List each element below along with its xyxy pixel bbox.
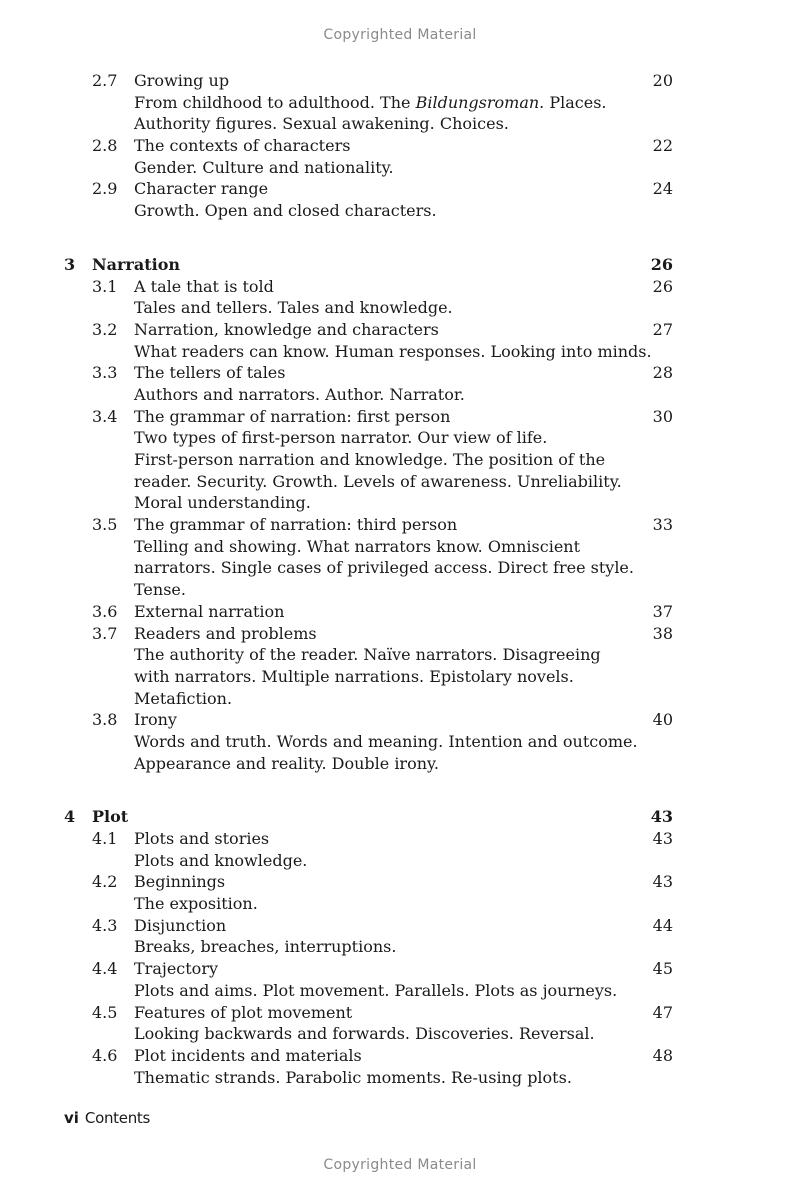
section-title: Character range (134, 179, 269, 199)
section-number: 4.4 (92, 959, 118, 979)
section-description-line: Thematic strands. Parabolic moments. Re-using plots. (134, 1067, 572, 1087)
section-description-line: with narrators. Multiple narrations. Epistolary novels. (134, 666, 574, 686)
section-title: The grammar of narration: third person (134, 515, 458, 535)
section-page-number: 30 (652, 406, 673, 426)
section-page-number: 33 (652, 515, 673, 535)
chapter-title: Narration (92, 254, 180, 274)
toc-entry (0, 276, 800, 298)
section-description-line: Moral understanding. (134, 493, 311, 513)
table-of-contents (0, 70, 800, 1088)
section-page-number: 28 (652, 363, 673, 383)
section-number: 3.5 (92, 515, 118, 535)
toc-entry (0, 709, 800, 731)
toc-entry (0, 70, 800, 92)
toc-entry (0, 178, 800, 200)
section-description-line: Plots and knowledge. (134, 850, 308, 870)
chapter-page-number: 43 (650, 807, 673, 827)
section-title: Readers and problems (134, 623, 317, 643)
section-number: 4.3 (92, 915, 118, 935)
section-title: Narration, knowledge and characters (134, 319, 439, 339)
section-page-number: 45 (652, 959, 673, 979)
section-number: 2.8 (92, 136, 118, 156)
section-description-line: Tense. (134, 580, 186, 600)
toc-entry (0, 958, 800, 980)
section-description-line: reader. Security. Growth. Levels of awareness. Unreliability. (134, 471, 622, 491)
section-number: 3.1 (92, 276, 118, 296)
section-page-number: 47 (652, 1002, 673, 1022)
section-title: A tale that is told (134, 276, 274, 296)
section-page-number: 40 (652, 710, 673, 730)
section-description-line: Metafiction. (134, 688, 233, 708)
section-description-line: Telling and showing. What narrators know. Omniscient (134, 536, 581, 556)
section-number: 2.9 (92, 179, 118, 199)
copyright-watermark-top: Copyrighted Material (323, 27, 477, 43)
section-description-line: Breaks, breaches, interruptions. (134, 937, 397, 957)
section-number: 4.2 (92, 872, 118, 892)
chapter-number: 4 (64, 807, 76, 827)
toc-entry (0, 1002, 800, 1024)
toc-entry (0, 915, 800, 937)
section-number: 3.3 (92, 363, 118, 383)
page-footer (64, 1109, 150, 1127)
section-title: External narration (134, 601, 285, 621)
section-description-line: Authority figures. Sexual awakening. Choices. (134, 114, 509, 134)
section-description-line: Plots and aims. Plot movement. Parallels. Plots as journeys. (134, 980, 618, 1000)
section-number: 3.6 (92, 601, 118, 621)
toc-entry (0, 828, 800, 850)
section-page-number: 38 (652, 623, 673, 643)
toc-entry (0, 1045, 800, 1067)
section-title: Trajectory (134, 959, 218, 979)
toc-chapter (0, 254, 800, 775)
section-title: Plots and stories (134, 829, 270, 848)
section-title: Features of plot movement (134, 1002, 353, 1022)
section-description-line: Authors and narrators. Author. Narrator. (134, 384, 465, 404)
section-description-line: narrators. Single cases of privileged access. Direct free style. (134, 558, 634, 578)
section-page-number: 22 (652, 136, 673, 156)
section-page-number: 27 (652, 319, 673, 339)
section-title: Plot incidents and materials (134, 1045, 362, 1065)
section-page-number: 43 (652, 872, 673, 892)
section-description-line: First-person narration and knowledge. The position of the (134, 450, 606, 469)
section-page-number: 44 (652, 915, 673, 935)
section-page-number: 24 (652, 179, 673, 199)
italic-term: Bildungsroman (415, 92, 540, 112)
section-description-line: Looking backwards and forwards. Discoveries. Reversal. (134, 1024, 595, 1044)
section-title: Irony (134, 710, 177, 730)
section-description-line: Tales and tellers. Tales and knowledge. (134, 298, 453, 318)
section-page-number: 20 (652, 71, 673, 90)
chapter-heading (0, 806, 800, 828)
toc-chapter (0, 806, 800, 1088)
section-number: 3.8 (92, 710, 118, 730)
section-number: 4.1 (92, 829, 118, 848)
chapter-heading (0, 254, 800, 276)
section-title: Beginnings (134, 872, 226, 892)
toc-entry (0, 362, 800, 384)
toc-entry (0, 514, 800, 536)
section-page-number: 26 (652, 276, 673, 296)
toc-chapter (0, 70, 800, 222)
section-description-line: What readers can know. Human responses. Looking into minds. (134, 341, 652, 361)
footer-running-title: Contents (84, 1109, 150, 1127)
section-number: 4.5 (92, 1002, 118, 1022)
section-title: Disjunction (134, 915, 227, 935)
toc-entry (0, 406, 800, 428)
footer-page-number: vi (64, 1109, 79, 1127)
section-description-line: The exposition. (134, 894, 258, 914)
section-page-number: 37 (652, 601, 673, 621)
section-description-line: Words and truth. Words and meaning. Intention and outcome. (134, 731, 638, 751)
section-title: The contexts of characters (134, 136, 351, 156)
toc-entry (0, 871, 800, 893)
section-number: 2.7 (92, 71, 118, 90)
section-title: The tellers of tales (134, 363, 286, 383)
section-description-line: Gender. Culture and nationality. (134, 157, 394, 177)
toc-entry (0, 623, 800, 645)
section-title: Growing up (134, 71, 230, 90)
section-description-line: From childhood to adulthood. The Bildungsroman. Places. (134, 92, 607, 112)
section-description-line: Growth. Open and closed characters. (134, 201, 437, 221)
chapter-number: 3 (64, 254, 76, 274)
copyright-watermark-bottom: Copyrighted Material (323, 1157, 477, 1173)
section-number: 3.2 (92, 319, 118, 339)
section-number: 3.7 (92, 623, 118, 643)
chapter-title: Plot (92, 807, 129, 827)
toc-entry (0, 601, 800, 623)
section-page-number: 43 (652, 829, 673, 848)
section-description-line: Appearance and reality. Double irony. (134, 753, 440, 773)
section-description-line: Two types of first-person narrator. Our view of life. (134, 428, 548, 448)
section-description-line: The authority of the reader. Naïve narrators. Disagreeing (134, 645, 601, 665)
chapter-page-number: 26 (650, 254, 673, 274)
section-page-number: 48 (652, 1045, 673, 1065)
section-title: The grammar of narration: first person (134, 406, 451, 426)
section-number: 4.6 (92, 1045, 118, 1065)
toc-entry (0, 319, 800, 341)
section-number: 3.4 (92, 406, 118, 426)
toc-entry (0, 135, 800, 157)
